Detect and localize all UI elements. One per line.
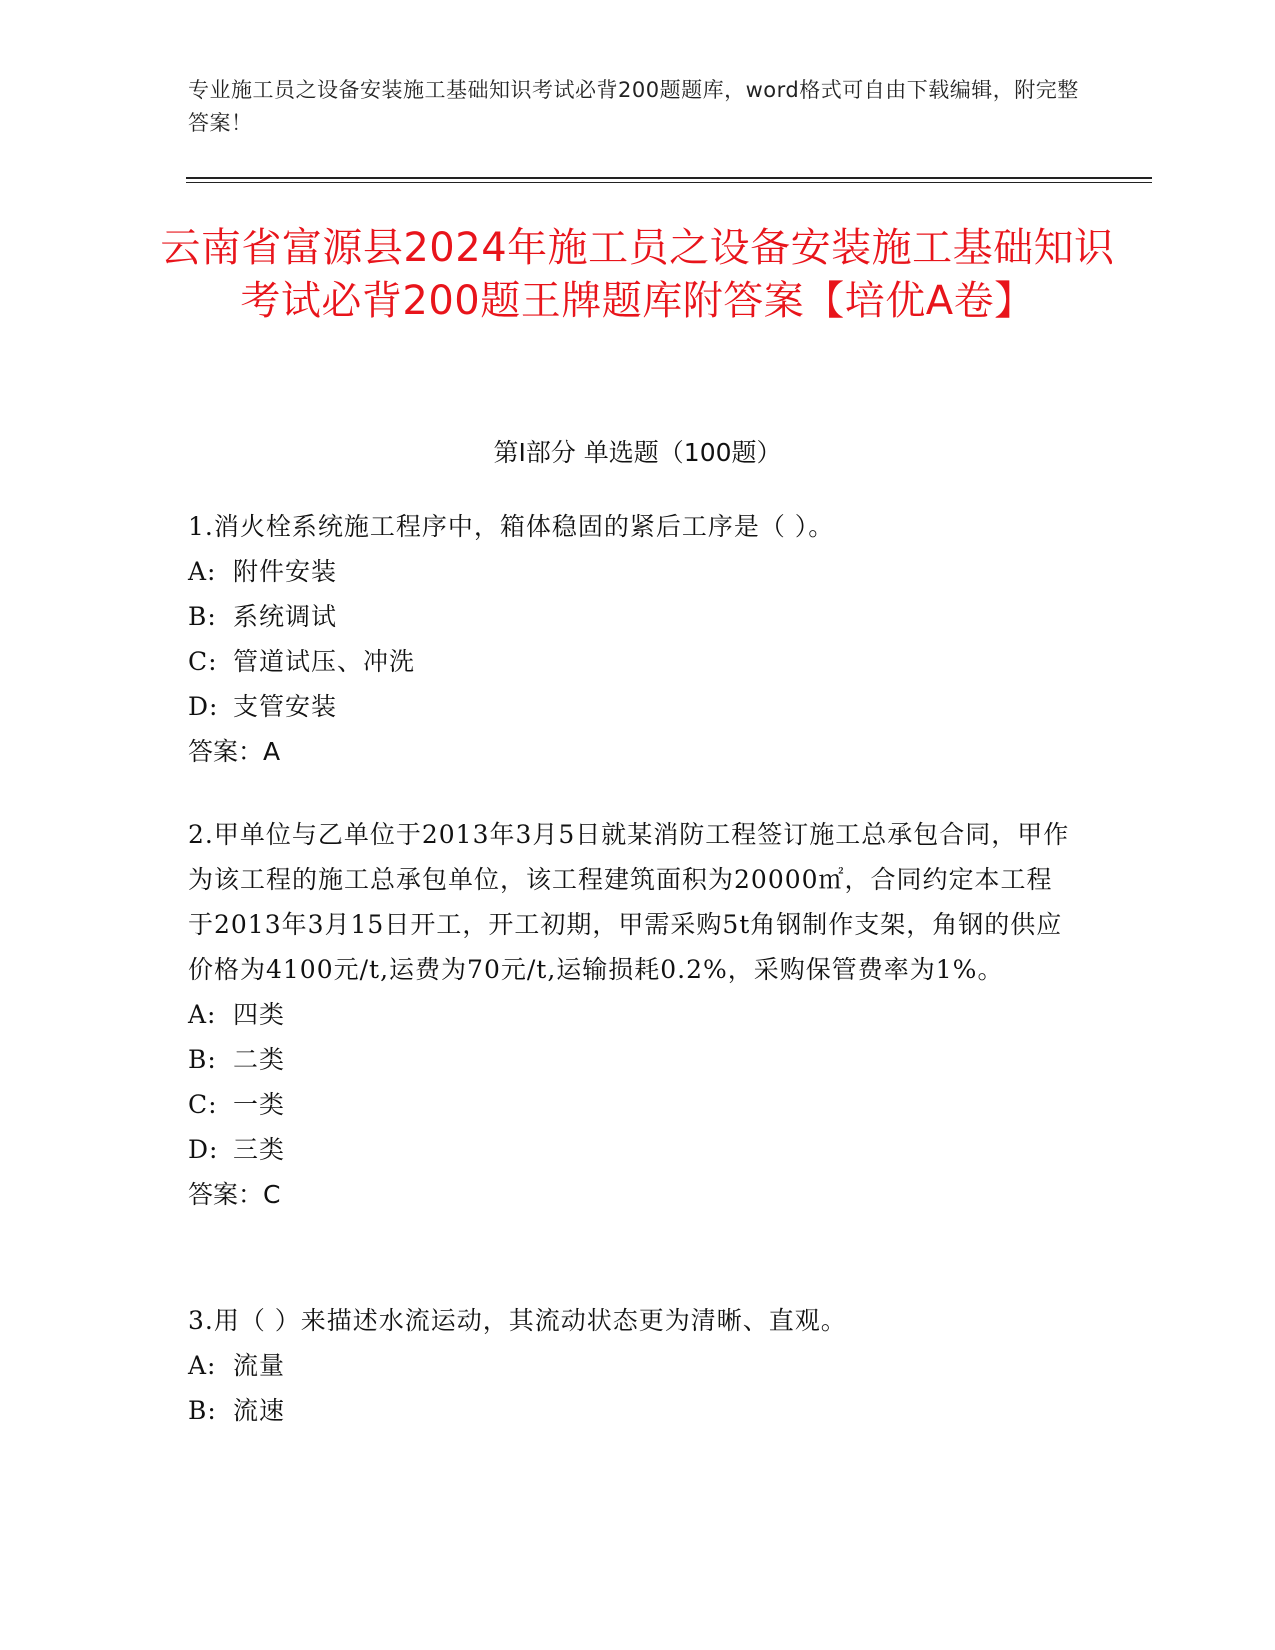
option-text: 支管安装 [233, 692, 338, 721]
option-key: A: [188, 1000, 217, 1029]
question-3 [188, 1298, 1088, 1433]
option-a [188, 1343, 1088, 1388]
option-text: 三类 [233, 1135, 286, 1164]
option-a [188, 549, 1088, 594]
header-rule-thin [186, 182, 1152, 183]
option-c [188, 639, 1088, 684]
question-1 [188, 504, 1088, 774]
document-title: 云南省富源县2024年施工员之设备安装施工基础知识考试必背200题王牌题库附答案【培优A卷】 [160, 225, 1115, 324]
option-text: 管道试压、冲洗 [233, 647, 416, 676]
option-text: 系统调试 [233, 602, 338, 631]
option-key: B: [188, 1045, 217, 1074]
answer: 答案：C [188, 1180, 281, 1209]
option-text: 二类 [233, 1045, 286, 1074]
option-key: A: [188, 1351, 217, 1380]
option-text: 流量 [233, 1351, 286, 1380]
option-key: C: [188, 647, 218, 676]
option-a [188, 992, 1073, 1037]
option-key: D: [188, 692, 219, 721]
answer: 答案：A [188, 737, 281, 766]
option-b [188, 1388, 1088, 1433]
option-b [188, 594, 1088, 639]
option-key: B: [188, 1396, 217, 1425]
question-2 [188, 812, 1073, 1217]
header-rule-thick [186, 177, 1152, 179]
option-key: D: [188, 1135, 219, 1164]
option-b [188, 1037, 1073, 1082]
option-key: B: [188, 602, 217, 631]
section-title: 第Ⅰ部分 单选题（100题） [493, 438, 782, 467]
option-d [188, 684, 1088, 729]
option-key: C: [188, 1090, 218, 1119]
option-text: 四类 [233, 1000, 286, 1029]
question-stem: 1.消火栓系统施工程序中，箱体稳固的紧后工序是（ ）。 [188, 512, 835, 541]
question-stem: 3.用（ ）来描述水流运动，其流动状态更为清晰、直观。 [188, 1306, 847, 1335]
option-c [188, 1082, 1073, 1127]
option-d [188, 1127, 1073, 1172]
option-text: 附件安装 [233, 557, 338, 586]
option-key: A: [188, 557, 217, 586]
option-text: 一类 [233, 1090, 286, 1119]
question-stem: 2.甲单位与乙单位于2013年3月5日就某消防工程签订施工总承包合同，甲作为该工程的施工总承包单位，该工程建筑面积为20000㎡，合同约定本工程于2013年3月15日开工，开工初期，甲需采购5t角钢制作支架，角钢的供应价格为4100元/t,运费为70元/t,运输损耗0.2%，采购保管费率为1%。 [188, 820, 1070, 984]
option-text: 流速 [233, 1396, 286, 1425]
header-note: 专业施工员之设备安装施工基础知识考试必背200题题库，word格式可自由下载编辑，附完整答案！ [188, 78, 1079, 135]
